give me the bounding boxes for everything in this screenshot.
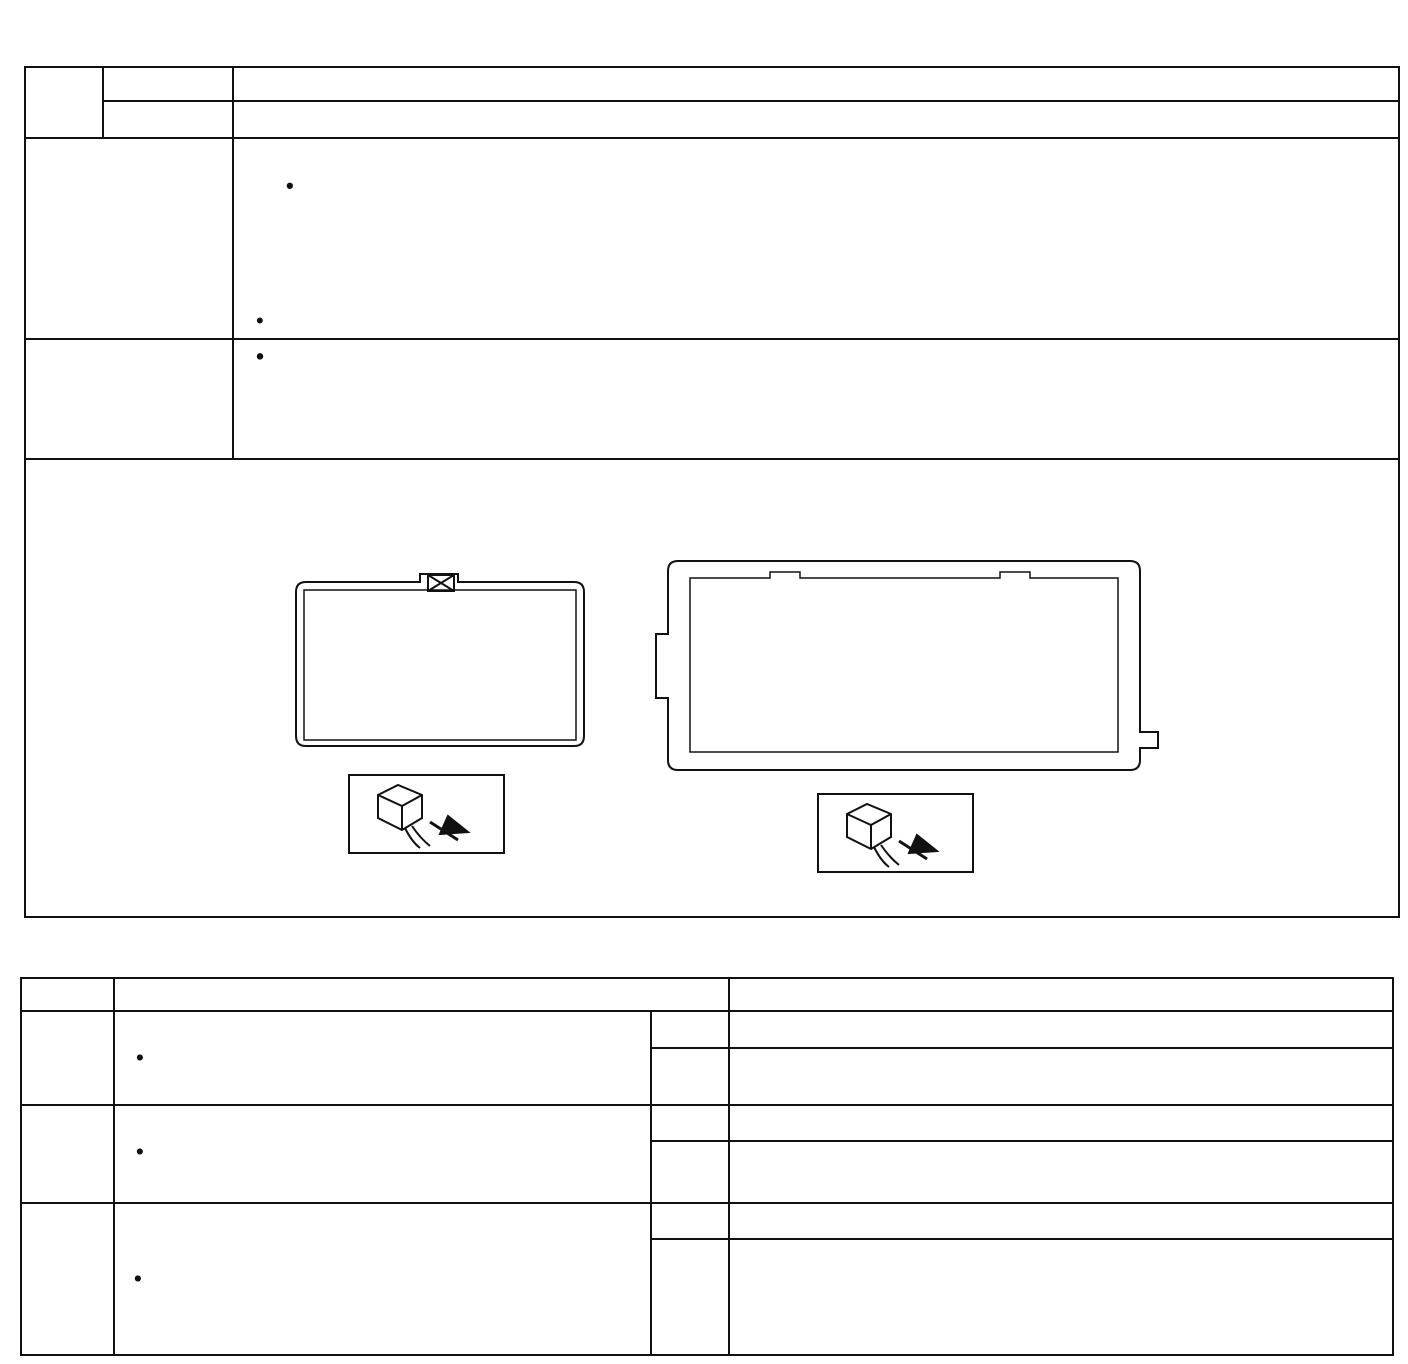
sas-connector xyxy=(296,574,584,746)
pjb-connector xyxy=(656,561,1158,770)
sas-connector-view-icon xyxy=(349,775,504,853)
pjb-connector-view-icon xyxy=(818,794,973,872)
procedure-table xyxy=(20,977,1394,1356)
